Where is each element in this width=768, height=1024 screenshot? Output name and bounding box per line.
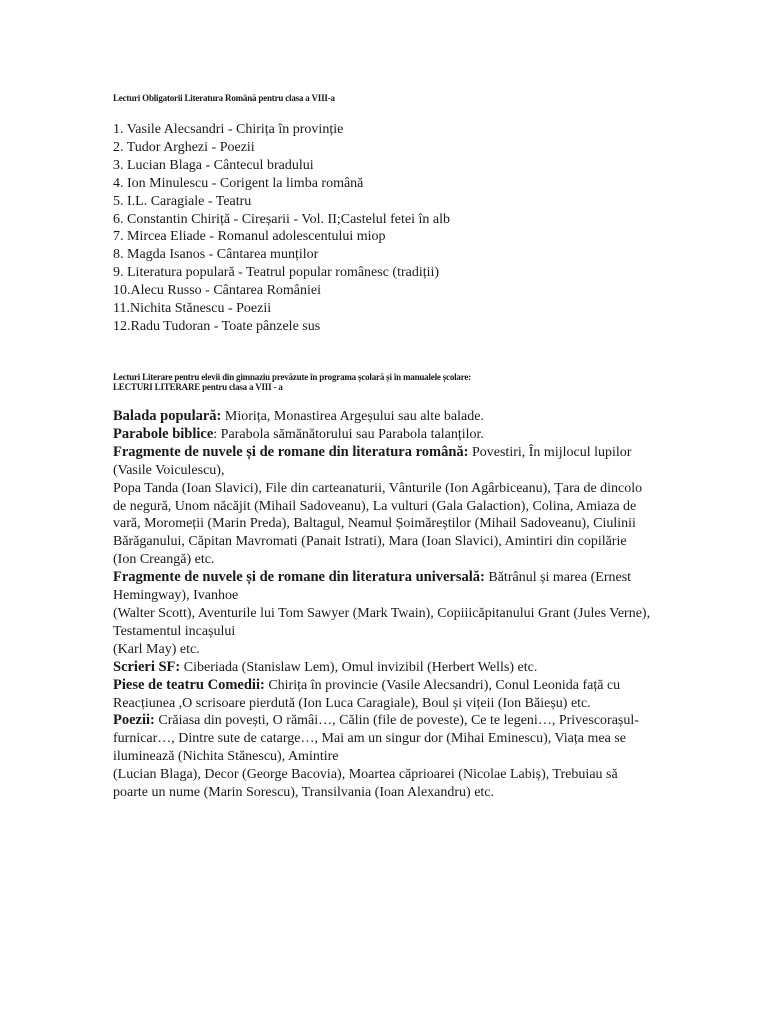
section-label: Parabole biblice bbox=[113, 425, 214, 442]
section-romanian-fragments-cont bbox=[113, 480, 653, 570]
section-text: (Walter Scott), Aventurile lui Tom Sawyer (Mark Twain), Copiiicăpitanului Grant (Jules Verne), Testamentul incașului bbox=[113, 605, 651, 639]
list-item: 3. Lucian Blaga - Cântecul bradului bbox=[113, 157, 314, 173]
list-item: 1. Vasile Alecsandri - Chirița în provinție bbox=[113, 122, 344, 137]
list-item: 8. Magda Isanos - Cântarea munților bbox=[113, 247, 319, 263]
literary-readings-body bbox=[113, 408, 653, 802]
section-text: Ciberiada (Stanislaw Lem), Omul invizibil (Herbert Wells) etc. bbox=[180, 659, 538, 675]
section-comedies bbox=[113, 677, 653, 713]
list-item: 7. Mircea Eliade - Romanul adolescentului miop bbox=[113, 229, 386, 245]
literary-readings-class-title: LECTURI LITERARE pentru clasa a VIII - a bbox=[113, 382, 283, 392]
section-label: Balada populară: bbox=[113, 408, 222, 424]
section-text: Chirița în provincie (Vasile Alecsandri), Conul Leonida față cu Reacțiunea ,O scrisoare pierdută (Ion Luca Caragiale), Boul și vițeii (Ion Băieșu) etc. bbox=[113, 677, 621, 711]
list-item: 4. Ion Minulescu - Corigent la limba română bbox=[113, 175, 364, 191]
section-label: Poezii: bbox=[113, 712, 155, 729]
section-text: : Parabola sămănătorului sau Parabola talanților. bbox=[213, 426, 484, 442]
section-text: Crăiasa din povești, O rămâi…, Călin (file de poveste), Ce te legeni…, Privescorașul-furnicar…, Dintre sute de catarge…, Mai am un singur dor (Mihai Eminescu), Viața mea se iluminează (Nichita Stănescu), Amintire bbox=[113, 713, 639, 765]
section-universal-fragments-cont bbox=[113, 605, 653, 641]
section-label: Scrieri SF: bbox=[113, 658, 181, 675]
section-text: Popa Tanda (Ioan Slavici), File din carteanaturii, Vânturile (Ion Agârbiceanu), Țara de dincolo de negură, Unom năcăjit (Mihail Sadoveanu), La vulturi (Gala Galaction), Colina, Amiaza de vară, Moromeții (Marin Preda), Baltagul, Neamul Șoimăreștilor (Mihail Sadoveanu), Ciulinii Bărăganului, Căpitan Mavromati (Panait Istrati), Mara (Ioan Slavici), Amintiri din copilărie (Ion Creangă) etc. bbox=[113, 480, 643, 568]
section-poems-cont bbox=[113, 766, 653, 802]
list-item: 9. Literatura populară - Teatrul popular românesc (tradiții) bbox=[113, 265, 440, 281]
list-item: 11.Nichita Stănescu - Poezii bbox=[113, 301, 272, 317]
list-item: 12.Radu Tudoran - Toate pânzele sus bbox=[113, 318, 321, 334]
section-label: Piese de teatru Comedii: bbox=[113, 676, 265, 693]
list-item: 10.Alecu Russo - Cântarea României bbox=[113, 283, 322, 299]
section-universal-fragments-cont2 bbox=[113, 641, 653, 659]
section-poems bbox=[113, 712, 653, 766]
section-text: Bătrânul și marea (Ernest Hemingway), Ivanhoe bbox=[113, 570, 632, 604]
section-text: Povestiri, În mijlocul lupilor (Vasile Voiculescu), bbox=[113, 444, 632, 478]
section-universal-fragments bbox=[113, 569, 653, 605]
section-text: (Lucian Blaga), Decor (George Bacovia), Moartea căprioarei (Nicolae Labiș), Trebuiau să poarte un nume (Marin Sorescu), Transilvania (Ioan Alexandru) etc. bbox=[113, 767, 618, 801]
literary-readings-title: Lecturi Literare pentru elevii din gimnaziu prevăzute în programa școlară și în manualele școlare: bbox=[113, 372, 471, 382]
section-popular-ballad bbox=[113, 408, 653, 426]
list-item: 5. I.L. Caragiale - Teatru bbox=[113, 193, 252, 209]
section-biblical-parables bbox=[113, 426, 653, 444]
section-romanian-fragments bbox=[113, 444, 653, 480]
section-label: Fragmente de nuvele și de romane din literatura română: bbox=[113, 443, 469, 460]
required-readings-list bbox=[113, 121, 450, 336]
list-item: 2. Tudor Arghezi - Poezii bbox=[113, 139, 255, 155]
section-text: (Karl May) etc. bbox=[113, 641, 200, 657]
section-text: Miorița, Monastirea Argeșului sau alte balade. bbox=[224, 409, 484, 424]
list-item: 6. Constantin Chiriță - Cireșarii - Vol. II;Castelul fetei în alb bbox=[113, 211, 450, 227]
section-label: Fragmente de nuvele și de romane din literatura universală: bbox=[113, 569, 485, 586]
section-sf-writings bbox=[113, 659, 653, 677]
required-readings-title: Lecturi Obligatorii Literatura Română pentru clasa a VIII-a bbox=[113, 93, 335, 103]
